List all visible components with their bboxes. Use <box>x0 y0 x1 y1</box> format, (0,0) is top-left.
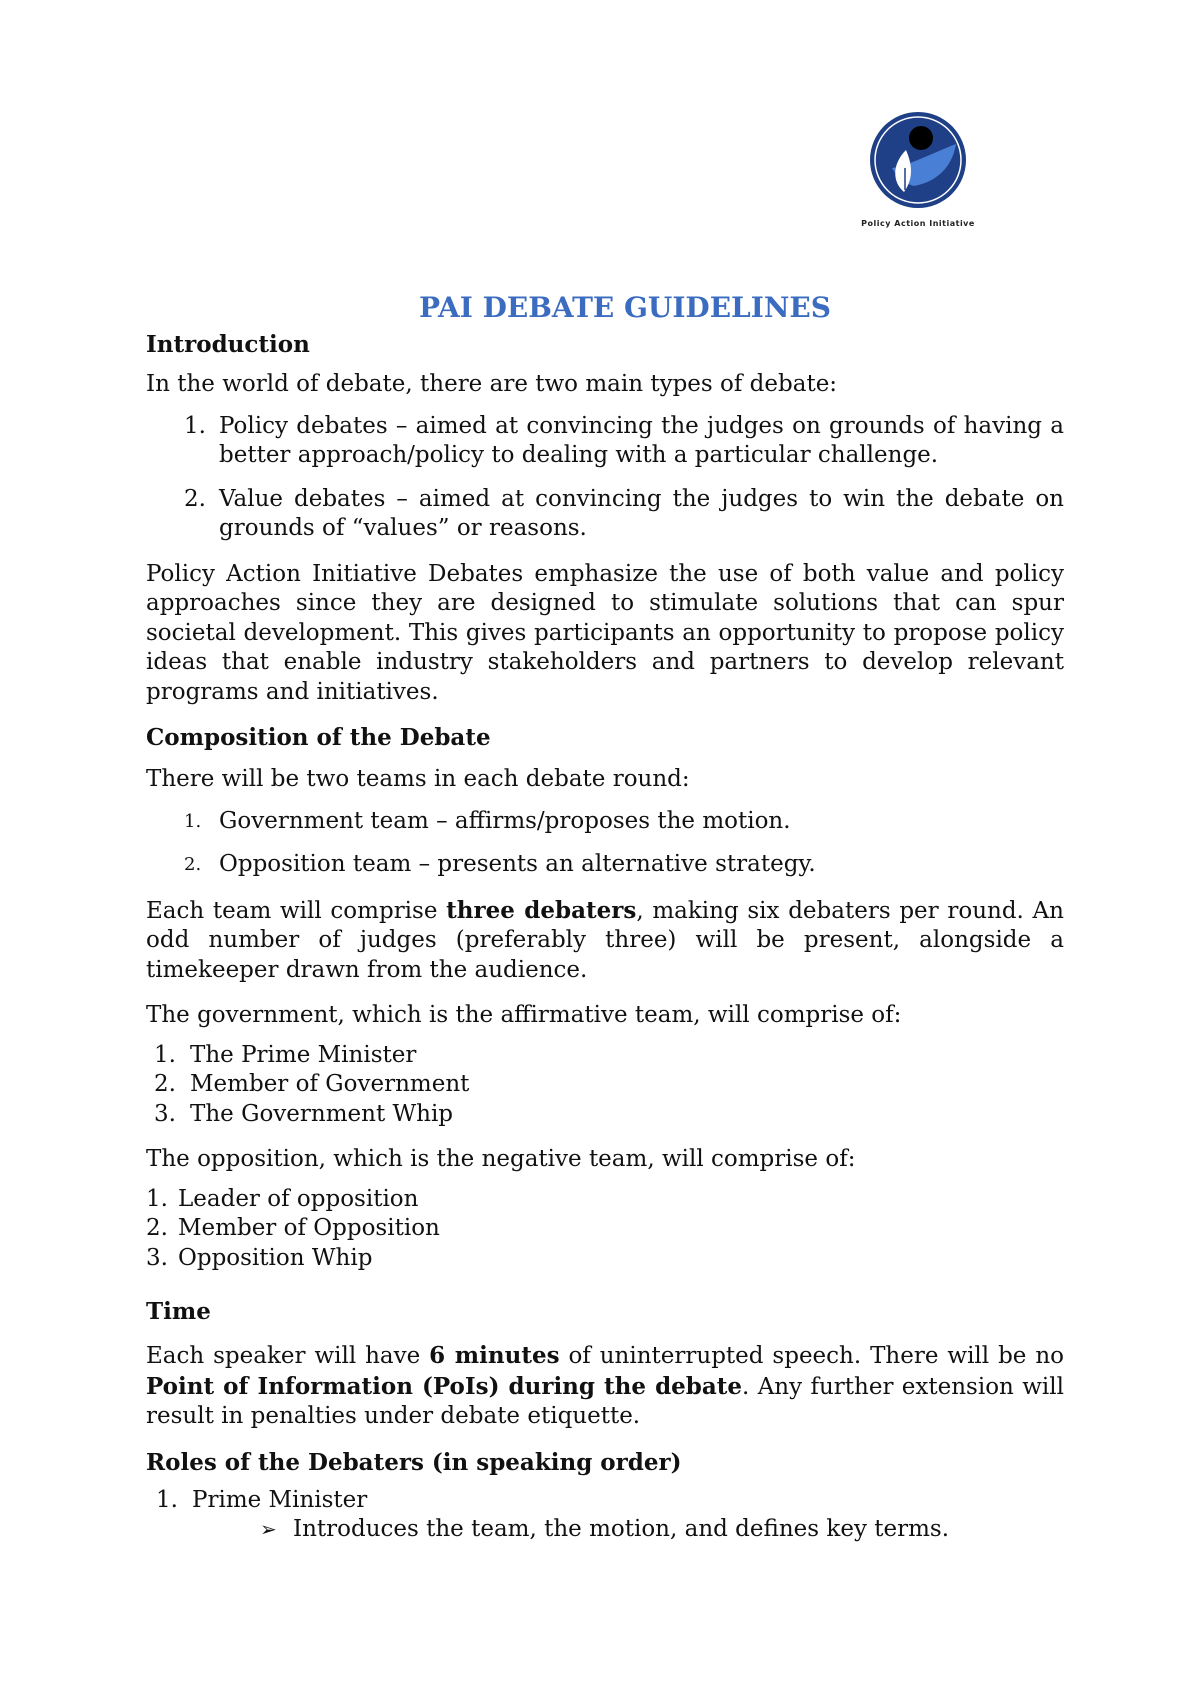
heading-roles: Roles of the Debaters (in speaking order) <box>146 1448 682 1476</box>
intro-paragraph: Policy Action Initiative Debates emphasize the use of both value and policy approaches since they are designed to stimulate solutions that can spur societal development. This gives participants an opportunity to propose policy ideas that enable industry stakeholders and partners to develop relevant programs and initiatives. <box>146 560 1064 705</box>
list-item: 2. Member of Government <box>154 1071 470 1097</box>
government-lead: The government, which is the affirmative team, will comprise of: <box>146 1002 902 1028</box>
team-size-paragraph: Each team will comprise three debaters, making six debaters per round. An odd number of judges (preferably three) will be present, alongside a timekeeper drawn from the audience. <box>146 896 1064 983</box>
debate-types-list <box>146 412 1064 544</box>
logo-caption: Policy Action Initiative <box>861 219 975 228</box>
list-item: 2. Value debates – aimed at convincing the judges to win the debate on grounds of “values” or reasons. <box>184 485 1064 541</box>
opposition-lead: The opposition, which is the negative team, will comprise of: <box>146 1146 856 1172</box>
list-item: 1. Leader of opposition <box>146 1185 419 1212</box>
list-item: 3. Opposition Whip <box>146 1244 373 1271</box>
composition-lead: There will be two teams in each debate round: <box>146 766 690 792</box>
heading-introduction: Introduction <box>146 331 310 358</box>
list-item: 1. Government team – affirms/proposes the motion. <box>184 807 791 834</box>
government-members-list <box>146 1041 1064 1130</box>
list-item: 1. The Prime Minister <box>154 1041 417 1068</box>
document-title: PAI DEBATE GUIDELINES <box>419 291 831 324</box>
roles-list <box>146 1486 1064 1516</box>
list-item: ➢ Introduces the team, the motion, and defines key terms. <box>146 1515 1064 1545</box>
heading-composition: Composition of the Debate <box>146 724 491 751</box>
list-item: 2. Member of Opposition <box>146 1215 440 1241</box>
teams-list <box>146 807 1064 880</box>
list-item: 3. The Government Whip <box>154 1100 454 1127</box>
opposition-members-list <box>146 1185 1064 1274</box>
intro-lead: In the world of debate, there are two main types of debate: <box>146 371 838 397</box>
heading-time: Time <box>146 1298 211 1325</box>
list-item: 2. Opposition team – presents an alternative strategy. <box>184 851 816 877</box>
list-item: 1. Prime Minister <box>156 1486 368 1513</box>
document-body <box>146 290 1064 1545</box>
role-duties-list <box>146 1515 1064 1545</box>
arrow-bullet-icon: ➢ <box>260 1517 277 1541</box>
list-item: 1. Policy debates – aimed at convincing the judges on grounds of having a better approach/policy to dealing with a particular challenge. <box>184 412 1064 468</box>
time-paragraph: Each speaker will have 6 minutes of uninterrupted speech. There will be no Point of Information (PoIs) during the debate. Any further extension will result in penalties under debate etiquette. <box>146 1342 1064 1429</box>
